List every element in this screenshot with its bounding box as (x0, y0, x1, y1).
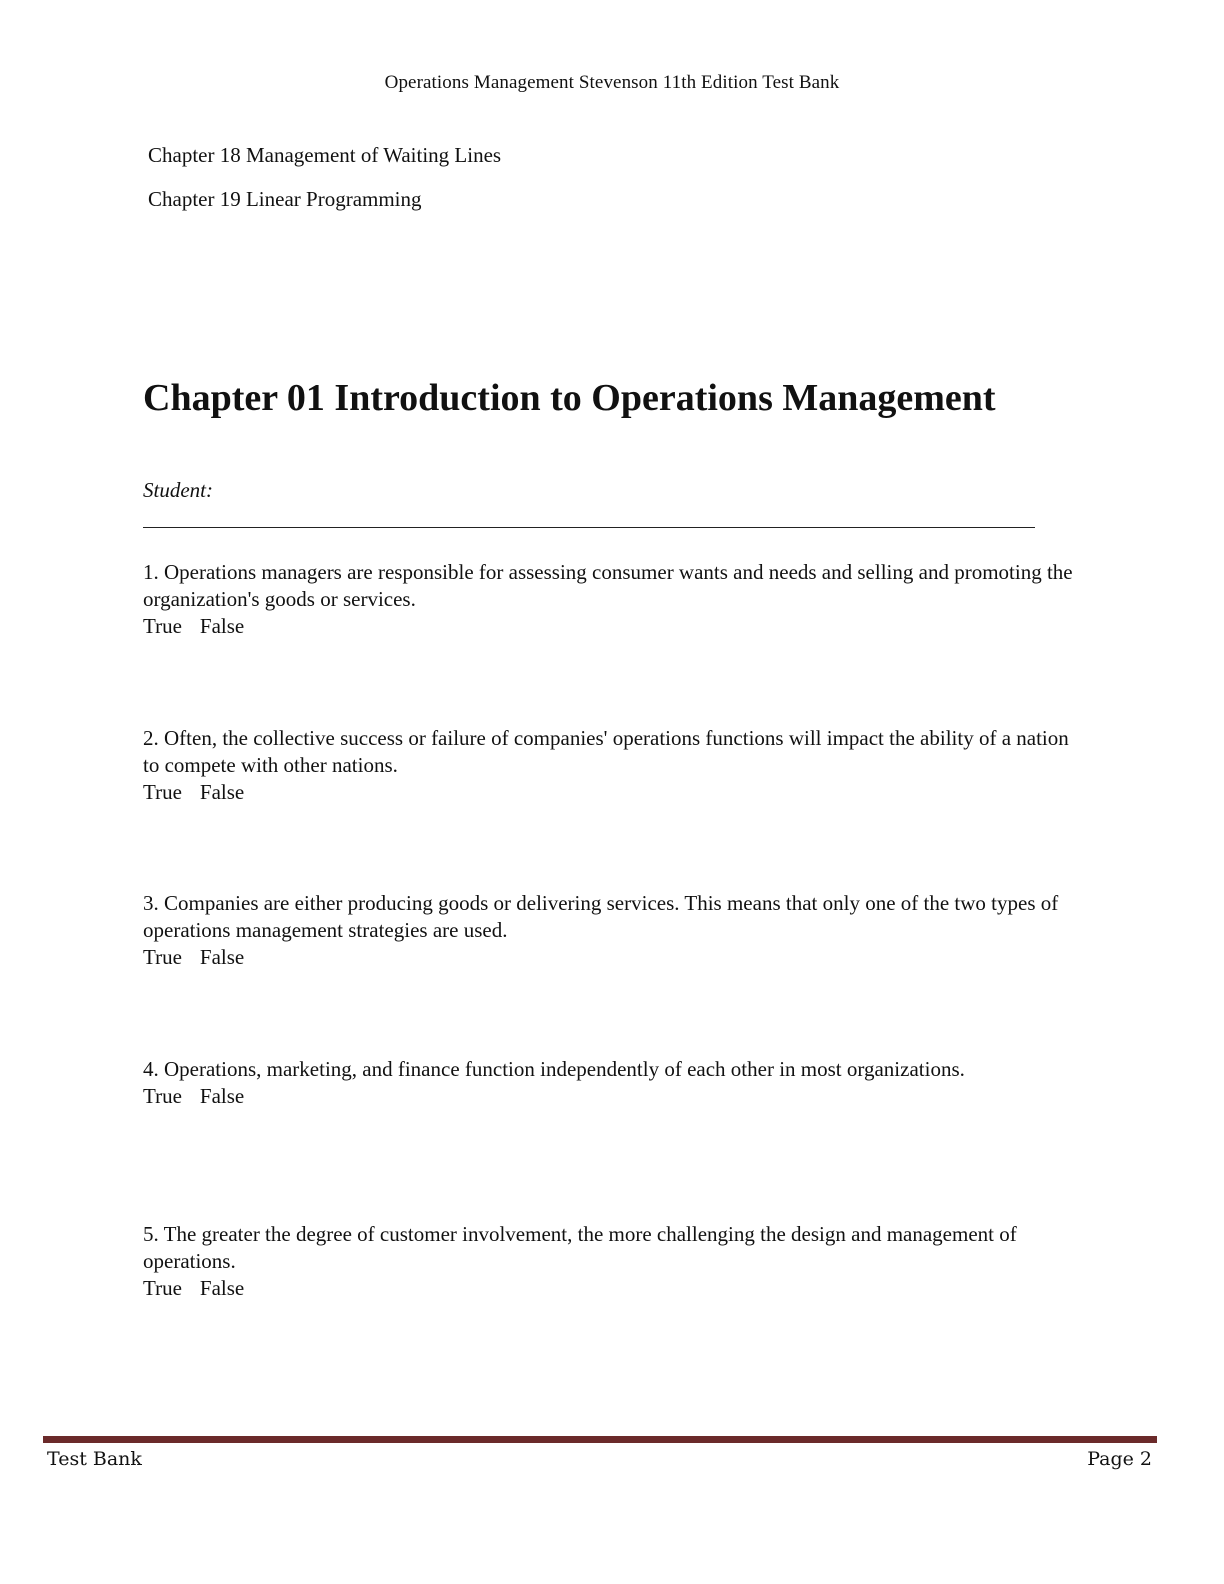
question-5 (143, 1221, 1073, 1302)
question-3 (143, 890, 1073, 971)
question-number: 3. (143, 891, 159, 915)
question-text: Operations, marketing, and finance function independently of each other in most organizations. (164, 1057, 965, 1081)
question-stem (143, 890, 1073, 944)
question-1 (143, 559, 1073, 640)
question-number: 2. (143, 726, 159, 750)
option-false: False (199, 780, 245, 804)
question-text: Companies are either producing goods or delivering services. This means that only one of the two types of operations management strategies are used. (143, 891, 1059, 942)
option-true: True (143, 945, 182, 969)
footer-rule (43, 1436, 1157, 1443)
answer-options (143, 1083, 1073, 1110)
footer-label: Test Bank (47, 1448, 142, 1470)
option-true: True (143, 1276, 182, 1300)
toc-line-chapter-19: Chapter 19 Linear Programming (148, 187, 422, 211)
option-false: False (199, 945, 245, 969)
student-label: Student: (143, 478, 213, 502)
answer-options (143, 779, 1073, 806)
option-false: False (199, 1084, 245, 1108)
option-false: False (199, 1276, 245, 1300)
question-number: 4. (143, 1057, 159, 1081)
question-4 (143, 1056, 1073, 1110)
question-number: 5. (143, 1222, 159, 1246)
question-text: The greater the degree of customer involvement, the more challenging the design and management of operations. (143, 1222, 1017, 1273)
question-stem (143, 1221, 1073, 1275)
answer-options (143, 1275, 1073, 1302)
answer-options (143, 613, 1073, 640)
chapter-title: Chapter 01 Introduction to Operations Management (143, 377, 996, 419)
option-true: True (143, 1084, 182, 1108)
question-number: 1. (143, 560, 159, 584)
question-stem (143, 1056, 1073, 1083)
question-stem (143, 725, 1073, 779)
toc-line-chapter-18: Chapter 18 Management of Waiting Lines (148, 143, 502, 167)
question-text: Operations managers are responsible for assessing consumer wants and needs and selling and promoting the organization's goods or services. (143, 560, 1073, 611)
option-true: True (143, 614, 182, 638)
question-stem (143, 559, 1073, 613)
student-name-line (143, 527, 1035, 528)
running-header: Operations Management Stevenson 11th Edition Test Bank (384, 72, 840, 93)
answer-options (143, 944, 1073, 971)
option-false: False (199, 614, 245, 638)
question-2 (143, 725, 1073, 806)
page-number: Page 2 (1087, 1448, 1152, 1470)
option-true: True (143, 780, 182, 804)
question-text: Often, the collective success or failure of companies' operations functions will impact the ability of a nation to compete with other nations. (143, 726, 1069, 777)
